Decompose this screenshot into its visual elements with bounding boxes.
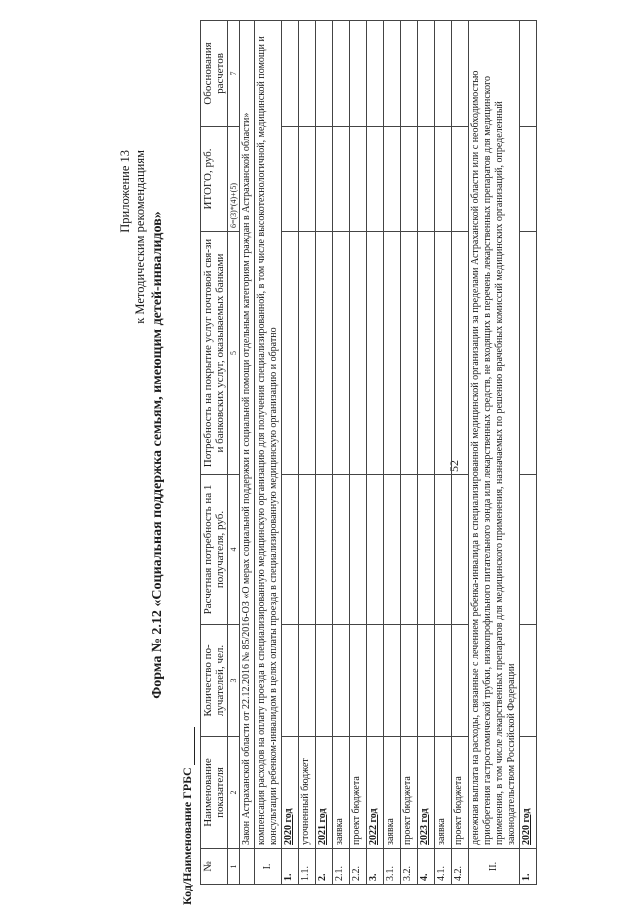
- data-cell: [520, 127, 537, 232]
- appendix-note: [118, 150, 148, 324]
- header-postal-need: Потребность на покрытие услуг почтовой свя-зи и банковских услуг, оказываемых банками: [201, 232, 228, 475]
- row-label: 2022 год: [367, 737, 384, 849]
- data-cell: [299, 625, 316, 737]
- table-row: [333, 21, 350, 885]
- data-cell: [520, 232, 537, 475]
- row-number: 2.1.: [333, 849, 350, 885]
- row-label: 2023 год: [418, 737, 435, 849]
- section-2-num: II.: [469, 849, 520, 885]
- data-cell: [520, 475, 537, 625]
- row-label: 2020 год: [520, 737, 537, 849]
- header-name: Наименование показателя: [201, 737, 228, 849]
- col-number: 6=(3)*(4)+(5): [228, 127, 240, 232]
- data-cell: [401, 232, 418, 475]
- data-cell: [418, 475, 435, 625]
- data-cell: [367, 232, 384, 475]
- table-row: [367, 21, 384, 885]
- data-cell: [435, 21, 452, 127]
- row-number: 1.: [282, 849, 299, 885]
- data-cell: [452, 232, 469, 475]
- data-cell: [384, 625, 401, 737]
- row-label: заявка: [333, 737, 350, 849]
- data-cell: [299, 475, 316, 625]
- data-cell: [452, 625, 469, 737]
- data-cell: [282, 21, 299, 127]
- table-row: [384, 21, 401, 885]
- row-number: 3.: [367, 849, 384, 885]
- col-number: 7: [228, 21, 240, 127]
- data-cell: [299, 232, 316, 475]
- column-numbers-row: [228, 21, 240, 885]
- data-cell: [384, 232, 401, 475]
- data-cell: [333, 625, 350, 737]
- data-cell: [333, 21, 350, 127]
- row-label: проект бюджета: [452, 737, 469, 849]
- header-recipients: Количество по-лучателей, чел.: [201, 625, 228, 737]
- data-cell: [350, 625, 367, 737]
- table-row: [435, 21, 452, 885]
- section-1-text: компенсация расходов на оплату проезда в специализированную медицинскую организацию для получения специализированной, в том числе высокотехнологичной, медицинской помощи и консультации ребенком-инвалидом в целях оплаты проезда в специализированную медицинскую организацию и обратно: [255, 21, 282, 849]
- table-row: [282, 21, 299, 885]
- data-cell: [350, 232, 367, 475]
- row-label: заявка: [384, 737, 401, 849]
- data-cell: [316, 232, 333, 475]
- row-label: 2021 год: [316, 737, 333, 849]
- data-cell: [350, 21, 367, 127]
- data-cell: [316, 127, 333, 232]
- data-cell: [418, 127, 435, 232]
- data-cell: [282, 232, 299, 475]
- header-row: [201, 21, 228, 885]
- data-cell: [384, 475, 401, 625]
- data-cell: [418, 232, 435, 475]
- row-number: 1.: [520, 849, 537, 885]
- form-title: Форма № 2.12 «Социальная поддержка семьям, имеющим детей-инвалидов»: [150, 211, 165, 699]
- data-cell: [401, 475, 418, 625]
- row-label: заявка: [435, 737, 452, 849]
- data-cell: [384, 127, 401, 232]
- table-row: [452, 21, 469, 885]
- data-cell: [367, 127, 384, 232]
- grbs-underline: [194, 727, 195, 765]
- data-cell: [435, 475, 452, 625]
- data-cell: [520, 625, 537, 737]
- data-cell: [316, 475, 333, 625]
- row-number: 3.2.: [401, 849, 418, 885]
- table-row: [350, 21, 367, 885]
- header-calc-need: Расчетная потребность на 1 получателя, руб.: [201, 475, 228, 625]
- row-number: 2.2.: [350, 849, 367, 885]
- law-row: [240, 21, 255, 885]
- section-2-text: денежная выплата на расходы, связанные с лечением ребенка-инвалида в специализированной медицинской организации за пределами Астраханской области или с необходимостью приобретения гастростомической трубки, низкопрофильного питательного зонда или лекарственных средств, не входящих в перечень лекарственных препаратов для медицинского применения, в том числе лекарственных препаратов для медицинского применения, назначаемых по решению врачебных комиссий медицинских организаций, определенный законодательством Российской Федерации: [469, 21, 520, 849]
- row-number: 4.2.: [452, 849, 469, 885]
- data-cell: [401, 625, 418, 737]
- data-cell: [282, 475, 299, 625]
- data-cell: [333, 475, 350, 625]
- data-cell: [350, 475, 367, 625]
- data-cell: [384, 21, 401, 127]
- table-row: [418, 21, 435, 885]
- row-number: 3.1.: [384, 849, 401, 885]
- data-cell: [316, 625, 333, 737]
- table-row: [401, 21, 418, 885]
- col-number: 2: [228, 737, 240, 849]
- data-cell: [367, 625, 384, 737]
- law-num-cell: [240, 849, 255, 885]
- section-2-row: [469, 21, 520, 885]
- data-cell: [452, 21, 469, 127]
- form-table: [200, 20, 537, 885]
- data-cell: [520, 21, 537, 127]
- row-label: 2020 год: [282, 737, 299, 849]
- row-label: уточненный бюджет: [299, 737, 316, 849]
- grbs-label: Код/Наименование ГРБС: [180, 767, 194, 905]
- row-number: 4.: [418, 849, 435, 885]
- law-text: Закон Астраханской области от 22.12.2016 № 85/2016-ОЗ «О мерах социальной поддержки и социальной помощи отдельным категориям граждан в Астраханской области»: [240, 21, 255, 849]
- data-cell: [316, 21, 333, 127]
- data-cell: [282, 127, 299, 232]
- col-number: 4: [228, 475, 240, 625]
- data-cell: [435, 127, 452, 232]
- data-cell: [418, 21, 435, 127]
- section-1-num: I.: [255, 849, 282, 885]
- data-cell: [333, 127, 350, 232]
- section-1-row: [255, 21, 282, 885]
- col-number: 5: [228, 232, 240, 475]
- data-cell: [452, 127, 469, 232]
- appendix-line-1: Приложение 13: [118, 150, 132, 233]
- row-label: проект бюджета: [401, 737, 418, 849]
- row-number: 2.: [316, 849, 333, 885]
- table-row: [299, 21, 316, 885]
- col-number: 3: [228, 625, 240, 737]
- page-number: 52: [447, 460, 461, 472]
- row-number: 4.1.: [435, 849, 452, 885]
- data-cell: [367, 475, 384, 625]
- header-justification: Обоснования расчетов: [201, 21, 228, 127]
- row-label: проект бюджета: [350, 737, 367, 849]
- data-cell: [367, 21, 384, 127]
- row-number: 1.1.: [299, 849, 316, 885]
- header-total: ИТОГО, руб.: [201, 127, 228, 232]
- data-cell: [333, 232, 350, 475]
- header-no: №: [201, 849, 228, 885]
- data-cell: [435, 232, 452, 475]
- data-cell: [299, 127, 316, 232]
- table-row: [520, 21, 537, 885]
- grbs-field: [180, 727, 195, 905]
- data-cell: [282, 625, 299, 737]
- data-cell: [401, 21, 418, 127]
- data-cell: [401, 127, 418, 232]
- data-cell: [418, 625, 435, 737]
- data-cell: [435, 625, 452, 737]
- col-number: 1: [228, 849, 240, 885]
- data-cell: [350, 127, 367, 232]
- data-cell: [299, 21, 316, 127]
- appendix-line-2: к Методическим рекомендациям: [133, 150, 147, 324]
- data-cell: [452, 475, 469, 625]
- table-row: [316, 21, 333, 885]
